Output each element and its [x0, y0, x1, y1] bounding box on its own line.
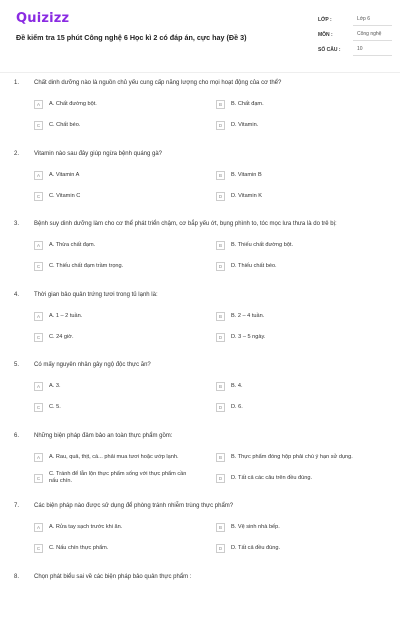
question-number: 2.	[14, 151, 19, 157]
question-text: Vitamin nào sau đây giúp ngừa bệnh quáng gà?	[34, 151, 162, 157]
option-text: D. Thiếu chất béo.	[231, 263, 277, 270]
answer-option-c[interactable]	[34, 400, 192, 415]
answer-option-b[interactable]	[216, 379, 374, 394]
question-block	[0, 362, 400, 433]
question-number: 8.	[14, 574, 19, 580]
header	[0, 0, 400, 76]
question-list	[0, 80, 400, 644]
quizizz-logo: Quizizz	[16, 11, 69, 26]
meta-panel	[318, 12, 392, 57]
answer-option-a[interactable]	[34, 309, 192, 324]
question-block	[0, 292, 400, 363]
option-text: D. Tất cả đều đúng.	[231, 545, 280, 552]
meta-label: LỚP :	[318, 17, 353, 23]
question-text: Chất dinh dưỡng nào là nguồn chủ yếu cung cấp năng lượng cho mọi hoạt động của cơ thể?	[34, 80, 281, 86]
option-letter-box: B	[216, 100, 225, 109]
answer-option-a[interactable]	[34, 520, 192, 535]
answer-option-c[interactable]	[34, 541, 192, 556]
option-letter-box: A	[34, 523, 43, 532]
option-letter-box: D	[216, 403, 225, 412]
option-letter-box: C	[34, 121, 43, 130]
answer-option-b[interactable]	[216, 168, 374, 183]
option-letter-box: C	[34, 262, 43, 271]
option-letter-box: B	[216, 523, 225, 532]
question-text: Chọn phát biểu sai về các biện pháp bảo quản thực phẩm :	[34, 574, 191, 580]
option-text: C. Thiếu chất đạm trầm trọng.	[49, 263, 123, 270]
answer-option-d[interactable]	[216, 189, 374, 204]
meta-row-grade	[318, 12, 392, 27]
answer-option-d[interactable]	[216, 400, 374, 415]
option-letter-box: D	[216, 192, 225, 201]
option-text: C. Tránh để lẫn lộn thực phẩm sống với thực phẩm cần nấu chín.	[49, 471, 192, 485]
answer-option-b[interactable]	[216, 309, 374, 324]
question-number: 6.	[14, 433, 19, 439]
question-block	[0, 433, 400, 504]
header-divider	[0, 72, 400, 73]
meta-value: Công nghệ	[353, 29, 392, 41]
question-text: Có mấy nguyên nhân gây ngộ độc thực ăn?	[34, 362, 151, 368]
option-letter-box: B	[216, 453, 225, 462]
option-letter-box: A	[34, 453, 43, 462]
answer-option-c[interactable]	[34, 189, 192, 204]
answer-option-a[interactable]	[34, 450, 192, 465]
answer-option-d[interactable]	[216, 471, 374, 486]
answer-option-b[interactable]	[216, 520, 374, 535]
option-text: A. Rửa tay sạch trước khi ăn.	[49, 524, 122, 531]
question-block	[0, 503, 400, 574]
question-block	[0, 80, 400, 151]
option-letter-box: D	[216, 121, 225, 130]
option-letter-box: D	[216, 333, 225, 342]
option-text: D. 3 – 5 ngày.	[231, 334, 265, 341]
option-text: A. Chất đường bột.	[49, 101, 97, 108]
option-letter-box: B	[216, 171, 225, 180]
option-text: B. Thực phẩm đóng hộp phải chú ý hạn sử dụng.	[231, 454, 353, 461]
answer-option-d[interactable]	[216, 330, 374, 345]
option-text: D. Vitamin K	[231, 193, 262, 200]
option-letter-box: D	[216, 544, 225, 553]
option-text: C. Vitamin C	[49, 193, 80, 200]
option-text: D. Vitamin.	[231, 122, 258, 129]
answer-option-d[interactable]	[216, 541, 374, 556]
option-text: B. Vệ sinh nhà bếp.	[231, 524, 280, 531]
answer-option-a[interactable]	[34, 238, 192, 253]
option-letter-box: B	[216, 312, 225, 321]
option-letter-box: C	[34, 474, 43, 483]
option-letter-box: B	[216, 382, 225, 391]
answer-option-d[interactable]	[216, 259, 374, 274]
option-letter-box: A	[34, 100, 43, 109]
answer-option-c[interactable]	[34, 471, 192, 486]
page-title: Đề kiểm tra 15 phút Công nghệ 6 Học kì 2 có đáp án, cực hay (Đề 3)	[16, 33, 306, 42]
answer-option-b[interactable]	[216, 97, 374, 112]
answer-option-b[interactable]	[216, 450, 374, 465]
option-text: D. 6.	[231, 404, 243, 411]
question-text: Những biện pháp đảm bảo an toàn thực phẩm gồm:	[34, 433, 172, 439]
answer-option-a[interactable]	[34, 97, 192, 112]
meta-row-subject	[318, 27, 392, 42]
meta-value: Lớp 6	[353, 14, 392, 26]
answer-option-a[interactable]	[34, 168, 192, 183]
answer-option-b[interactable]	[216, 238, 374, 253]
option-text: A. Rau, quả, thịt, cá... phải mua tươi hoặc ướp lạnh.	[49, 454, 179, 461]
question-block	[0, 151, 400, 222]
option-text: D. Tất cả các câu trên đều đúng.	[231, 475, 312, 482]
option-text: B. Thiếu chất đường bột.	[231, 242, 293, 249]
meta-value: 10	[353, 44, 392, 56]
option-letter-box: C	[34, 192, 43, 201]
option-letter-box: B	[216, 241, 225, 250]
meta-label: SỐ CÂU :	[318, 47, 353, 53]
question-number: 3.	[14, 221, 19, 227]
option-letter-box: A	[34, 382, 43, 391]
option-letter-box: A	[34, 171, 43, 180]
option-text: A. 3.	[49, 383, 61, 390]
option-letter-box: C	[34, 333, 43, 342]
question-number: 7.	[14, 503, 19, 509]
answer-option-d[interactable]	[216, 118, 374, 133]
question-number: 1.	[14, 80, 19, 86]
meta-row-count	[318, 42, 392, 57]
question-text: Bệnh suy dinh dưỡng làm cho cơ thể phát triển chậm, cơ bắp yếu ớt, bụng phình to, tóc mọc lưa thưa là do trẻ bị:	[34, 221, 337, 227]
option-text: B. Chất đạm.	[231, 101, 264, 108]
option-letter-box: D	[216, 474, 225, 483]
answer-option-a[interactable]	[34, 379, 192, 394]
option-text: C. 24 giờ.	[49, 334, 74, 341]
meta-label: MÔN :	[318, 32, 353, 38]
option-text: A. Vitamin A	[49, 172, 79, 179]
answer-option-c[interactable]	[34, 259, 192, 274]
option-letter-box: C	[34, 403, 43, 412]
question-text: Các biện pháp nào được sử dụng để phòng tránh nhiễm trùng thực phẩm?	[34, 503, 233, 509]
option-text: B. 4.	[231, 383, 243, 390]
option-letter-box: D	[216, 262, 225, 271]
question-text: Thời gian bảo quản trứng tươi trong tủ lạnh là:	[34, 292, 158, 298]
question-number: 4.	[14, 292, 19, 298]
option-text: C. Chất béo.	[49, 122, 80, 129]
option-text: B. 2 – 4 tuần.	[231, 313, 264, 320]
question-block	[0, 221, 400, 292]
answer-option-c[interactable]	[34, 330, 192, 345]
question-number: 5.	[14, 362, 19, 368]
option-text: C. 5.	[49, 404, 61, 411]
option-text: B. Vitamin B	[231, 172, 262, 179]
option-text: C. Nấu chín thực phẩm.	[49, 545, 108, 552]
option-text: A. 1 – 2 tuần.	[49, 313, 82, 320]
option-letter-box: C	[34, 544, 43, 553]
option-letter-box: A	[34, 312, 43, 321]
option-letter-box: A	[34, 241, 43, 250]
answer-option-c[interactable]	[34, 118, 192, 133]
option-text: A. Thừa chất đạm.	[49, 242, 95, 249]
question-block	[0, 574, 400, 644]
